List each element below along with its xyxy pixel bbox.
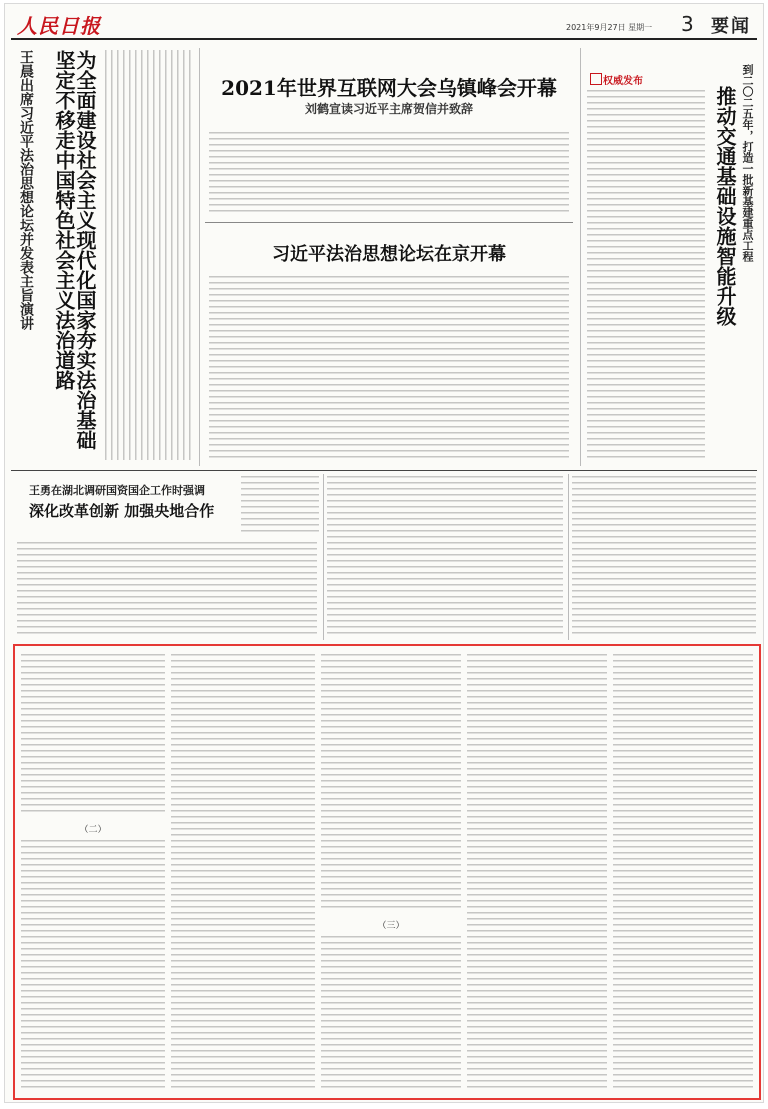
newspaper-logo: 人民日报 [17,14,101,38]
article-column-3 [321,654,461,912]
article-column-1-continued [21,840,165,1092]
article-section-three: （三） [377,921,405,931]
lower-story-header [15,476,235,534]
column-divider [199,48,200,466]
article-column-1 [21,654,165,816]
right-story-body [587,90,705,460]
column-divider [580,48,581,466]
article-column-5 [613,654,753,1092]
top-story-subtitle: 刘鹤宣读习近平主席贺信并致辞 [304,102,473,116]
lower-story-body [17,542,317,638]
section-divider [11,470,757,471]
left-story-body [105,50,193,460]
column-divider [323,474,324,640]
masthead [11,10,757,40]
middle-story-body [209,276,569,462]
article-column-3-continued [321,936,461,1092]
issue-date: 2021年9月27日 星期一 [566,23,653,32]
right-story-kicker: 到二〇二五年，打造一批新基建重点工程 [741,64,754,262]
left-story-subtitle: 王晨出席习近平法治思想论坛并发表主旨演讲 [18,50,34,330]
top-story-title: 2021年世界互联网大会乌镇峰会开幕 [221,76,557,100]
lower-right-body [572,476,756,638]
lower-middle-body [327,476,563,638]
badge-seal-icon [590,73,602,85]
article-column-4 [467,654,607,1092]
left-story-title: 为全面建设社会主义现代化国家夯实法治基础 坚定不移走中国特色社会主义法治道路 [52,50,97,450]
article-section-two: （二） [79,825,107,835]
authority-badge: 权威发布 [603,76,643,87]
story-divider [205,222,573,223]
right-story-title: 推动交通基础设施智能升级 [713,86,737,326]
top-story-body [209,132,569,214]
middle-story-title: 习近平法治思想论坛在京开幕 [272,244,506,265]
lower-story-title: 王勇在湖北调研国资国企工作时强调 [29,484,205,497]
lower-story-body [241,476,319,536]
article-column-2 [171,654,315,1092]
lower-story-subtitle: 深化改革创新 加强央地合作 [29,502,215,520]
column-divider [568,474,569,640]
page-number: 3 [681,12,694,36]
newspaper-page [4,3,764,1103]
section-name: 要闻 [711,16,751,37]
